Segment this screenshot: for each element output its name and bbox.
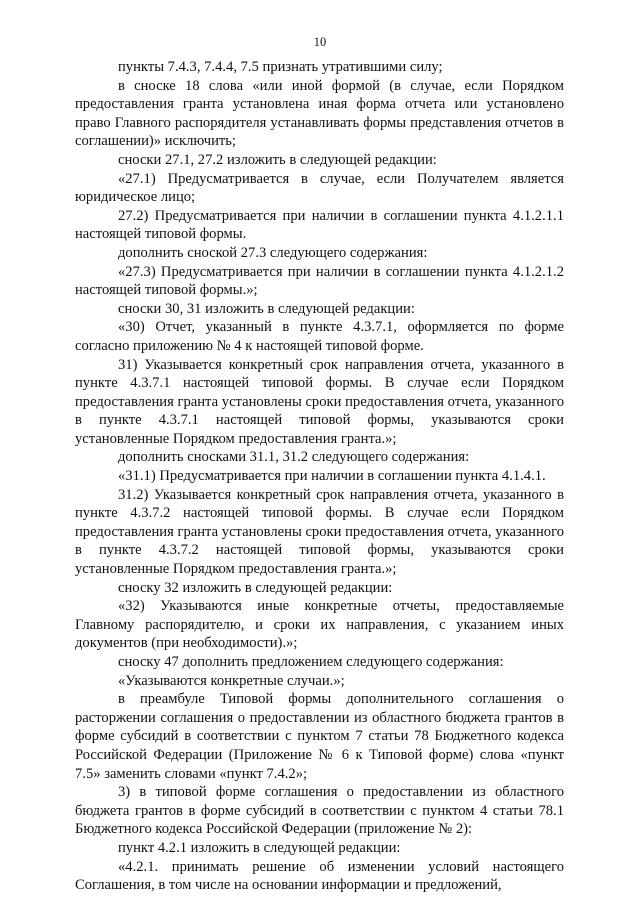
paragraph: в сноске 18 слова «или иной формой (в случае, если Порядком предоставления гранта установлена иная форма отчета или установлено право Главного распорядителя устанавливать формы представления отчетов в соглашении)» исключить;	[75, 77, 564, 150]
paragraph: «27.1) Предусматривается в случае, если Получателем является юридическое лицо;	[75, 170, 564, 206]
paragraph: 3) в типовой форме соглашения о предоставлении из областного бюджета грантов в форме субсидий в соответствии с пунктом 4 статьи 78.1 Бюджетного кодекса Российской Федерации (приложение № 2):	[75, 784, 564, 838]
paragraph: дополнить сносками 31.1, 31.2 следующего содержания:	[118, 449, 470, 466]
paragraph: сноски 27.1, 27.2 изложить в следующей редакции:	[118, 151, 437, 168]
page-number: 10	[313, 35, 327, 49]
paragraph: «31.1) Предусматривается при наличии в соглашении пункта 4.1.4.1.	[118, 468, 546, 485]
paragraph: «32) Указываются иные конкретные отчеты, предоставляемые Главному распорядителю, и сроки их направления, с указанием иных документов (при необходимости).»;	[75, 598, 564, 652]
paragraph: пункт 4.2.1 изложить в следующей редакции:	[118, 839, 401, 856]
paragraph: пункты 7.4.3, 7.4.4, 7.5 признать утратившими силу;	[118, 59, 443, 75]
document-body	[75, 58, 564, 895]
paragraph: «4.2.1. принимать решение об изменении условий настоящего Соглашения, в том числе на основании информации и предложений,	[75, 858, 564, 894]
paragraph: сноску 32 изложить в следующей редакции:	[118, 579, 393, 596]
paragraph: сноску 47 дополнить предложением следующего содержания:	[118, 654, 504, 670]
paragraph: 27.2) Предусматривается при наличии в соглашении пункта 4.1.2.1.1 настоящей типовой формы.	[75, 207, 564, 243]
paragraph: 31.2) Указывается конкретный срок направления отчета, указанного в пункте 4.3.7.2 настоящей типовой формы. В случае если Порядком предоставления гранта установлены сроки предоставления отчета, указанного в пункте 4.3.7.2 настоящей типовой формы, указываются сроки установленные Порядком предоставления гранта.»;	[75, 486, 564, 578]
paragraph: «Указываются конкретные случаи.»;	[118, 672, 345, 689]
paragraph: «30) Отчет, указанный в пункте 4.3.7.1, оформляется по форме согласно приложению № 4 к настоящей типовой форме.	[75, 319, 564, 354]
paragraph: сноски 30, 31 изложить в следующей редакции:	[118, 300, 415, 317]
paragraph: 31) Указывается конкретный срок направления отчета, указанного в пункте 4.3.7.1 настоящей типовой формы. В случае если Порядком предоставления гранта установлены сроки предоставления отчета, указанного в пункте 4.3.7.1 настоящей типовой формы, указываются сроки установленные Порядком предоставления гранта.»;	[75, 356, 564, 447]
paragraph: «27.3) Предусматривается при наличии в соглашении пункта 4.1.2.1.2 настоящей типовой формы.»;	[75, 263, 564, 299]
paragraph: дополнить сноской 27.3 следующего содержания:	[118, 244, 428, 261]
paragraph: в преамбуле Типовой формы дополнительного соглашения о расторжении соглашения о предоставлении из областного бюджета грантов в форме субсидий в соответствии с пунктом 7 статьи 78 Бюджетного кодекса Российской Федерации (Приложение № 6 к Типовой форме) слова «пункт 7.5» заменить словами «пункт 7.4.2»;	[75, 691, 564, 782]
